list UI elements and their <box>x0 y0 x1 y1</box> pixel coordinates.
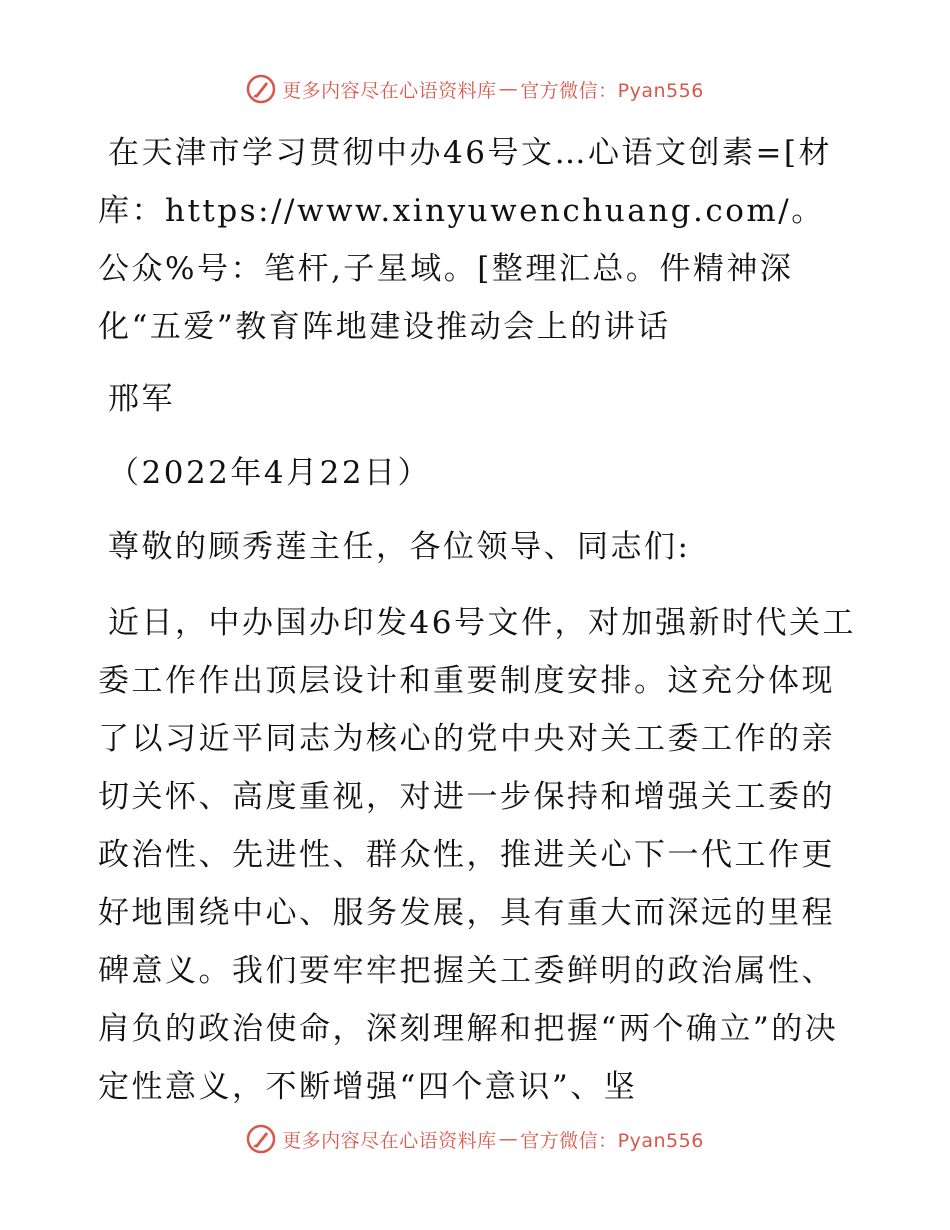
watermark-separator: — <box>498 78 519 100</box>
quill-logo-icon <box>246 74 276 104</box>
document-body <box>98 124 858 1134</box>
watermark-wechat: 官方微信：Pyan556 <box>520 1129 704 1152</box>
document-greeting-text: 尊敬的顾秀莲主任，各位领导、同志们: <box>108 529 691 565</box>
watermark-wechat: 官方微信：Pyan556 <box>520 79 704 102</box>
document-paragraph <box>98 594 858 1116</box>
footer-watermark <box>0 1124 950 1154</box>
document-title-text: 在天津市学习贯彻中办46号文…心语文创素=[材库：https://www.xinyuwenchuang.com/。公众%号：笔杆,子星域。[整理汇总。件精神深化“五爱”教育阵地建设推动会上的讲话 <box>98 135 833 345</box>
document-author-text: 邢军 <box>108 381 175 417</box>
watermark-text: 更多内容尽在心语资料库 <box>282 1129 497 1152</box>
document-greeting <box>98 518 858 576</box>
document-title <box>98 124 858 356</box>
header-watermark <box>0 74 950 104</box>
quill-logo-icon <box>246 1124 276 1154</box>
document-date <box>98 444 858 502</box>
watermark-separator: — <box>498 1128 519 1150</box>
document-author <box>98 370 858 428</box>
document-date-text: （2022年4月22日） <box>108 455 432 491</box>
document-paragraph-text: 近日，中办国办印发46号文件，对加强新时代关工委工作作出顶层设计和重要制度安排。这充分体现了以习近平同志为核心的党中央对关工委工作的亲切关怀、高度重视，对进一步保持和增强关工委的政治性、先进性、群众性，推进关心下一代工作更好地围绕中心、服务发展，具有重大而深远的里程碑意义。我们要牢牢把握关工委鲜明的政治属性、肩负的政治使命，深刻理解和把握“两个确立”的决定性意义，不断增强“四个意识”、坚 <box>98 605 856 1105</box>
watermark-text: 更多内容尽在心语资料库 <box>282 79 497 102</box>
